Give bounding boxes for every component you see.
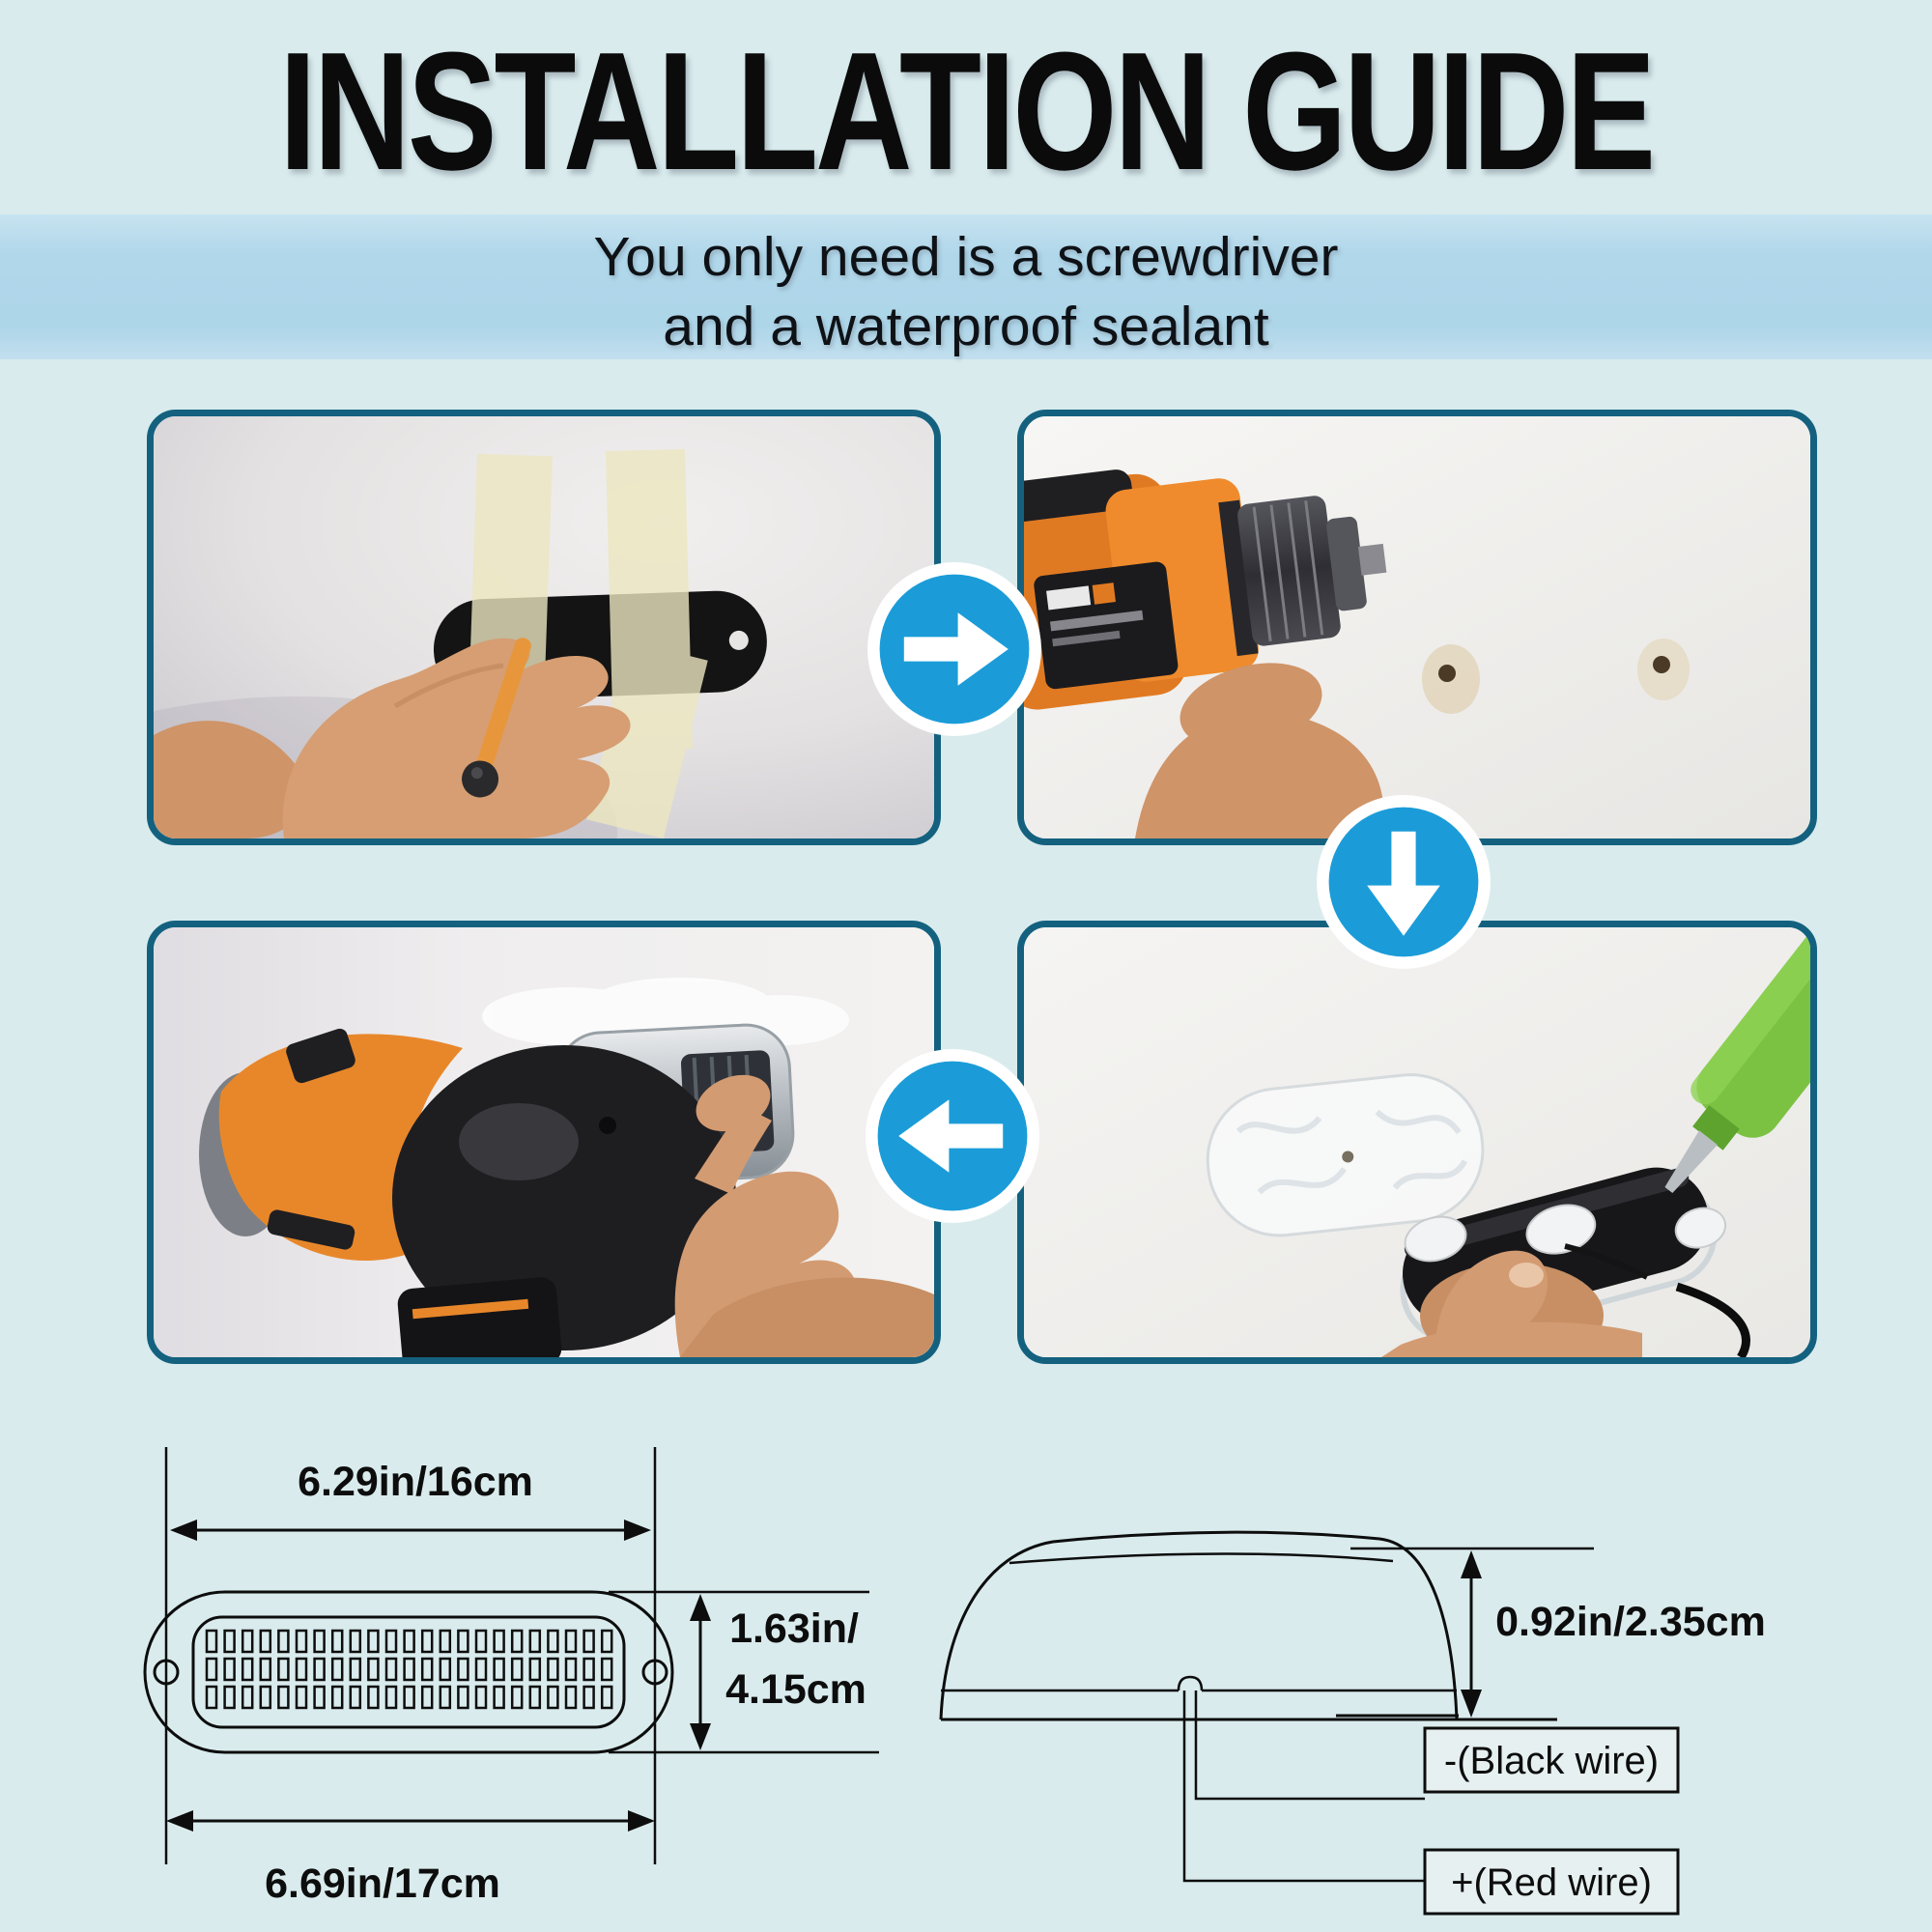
subtitle (0, 222, 1932, 361)
screw-light-illustration (154, 927, 934, 1357)
arrow-down-icon (1317, 795, 1491, 969)
subtitle-line-1: You only need is a screwdriver (593, 226, 1339, 288)
page-title: INSTALLATION GUIDE (279, 16, 1653, 205)
front-view-dimension-diagram (97, 1428, 889, 1932)
step-4-photo-apply-sealant (1017, 921, 1817, 1364)
arrow-left-icon (866, 1049, 1039, 1223)
drill-holes-illustration (1024, 416, 1810, 838)
led-grid (207, 1631, 611, 1708)
step-3-photo-screw-light (147, 921, 941, 1364)
red-wire-label: +(Red wire) (1451, 1861, 1652, 1904)
mark-holes-illustration (154, 416, 934, 838)
step-1-photo-mark-holes (147, 410, 941, 845)
side-view-wiring-diagram (918, 1497, 1932, 1932)
total-length-dimension: 6.69in/17cm (265, 1861, 500, 1907)
side-height-dimension: 0.92in/2.35cm (1495, 1599, 1766, 1645)
height-dimension-line1: 1.63in/ (729, 1605, 859, 1652)
height-dimension-line2: 4.15cm (725, 1666, 867, 1713)
black-wire-label: -(Black wire) (1443, 1740, 1660, 1782)
apply-sealant-illustration (1024, 927, 1810, 1357)
arrow-right-icon (867, 562, 1041, 736)
step-2-photo-drill-holes (1017, 410, 1817, 845)
subtitle-line-2: and a waterproof sealant (663, 296, 1269, 357)
hole-spacing-dimension: 6.29in/16cm (298, 1459, 533, 1505)
